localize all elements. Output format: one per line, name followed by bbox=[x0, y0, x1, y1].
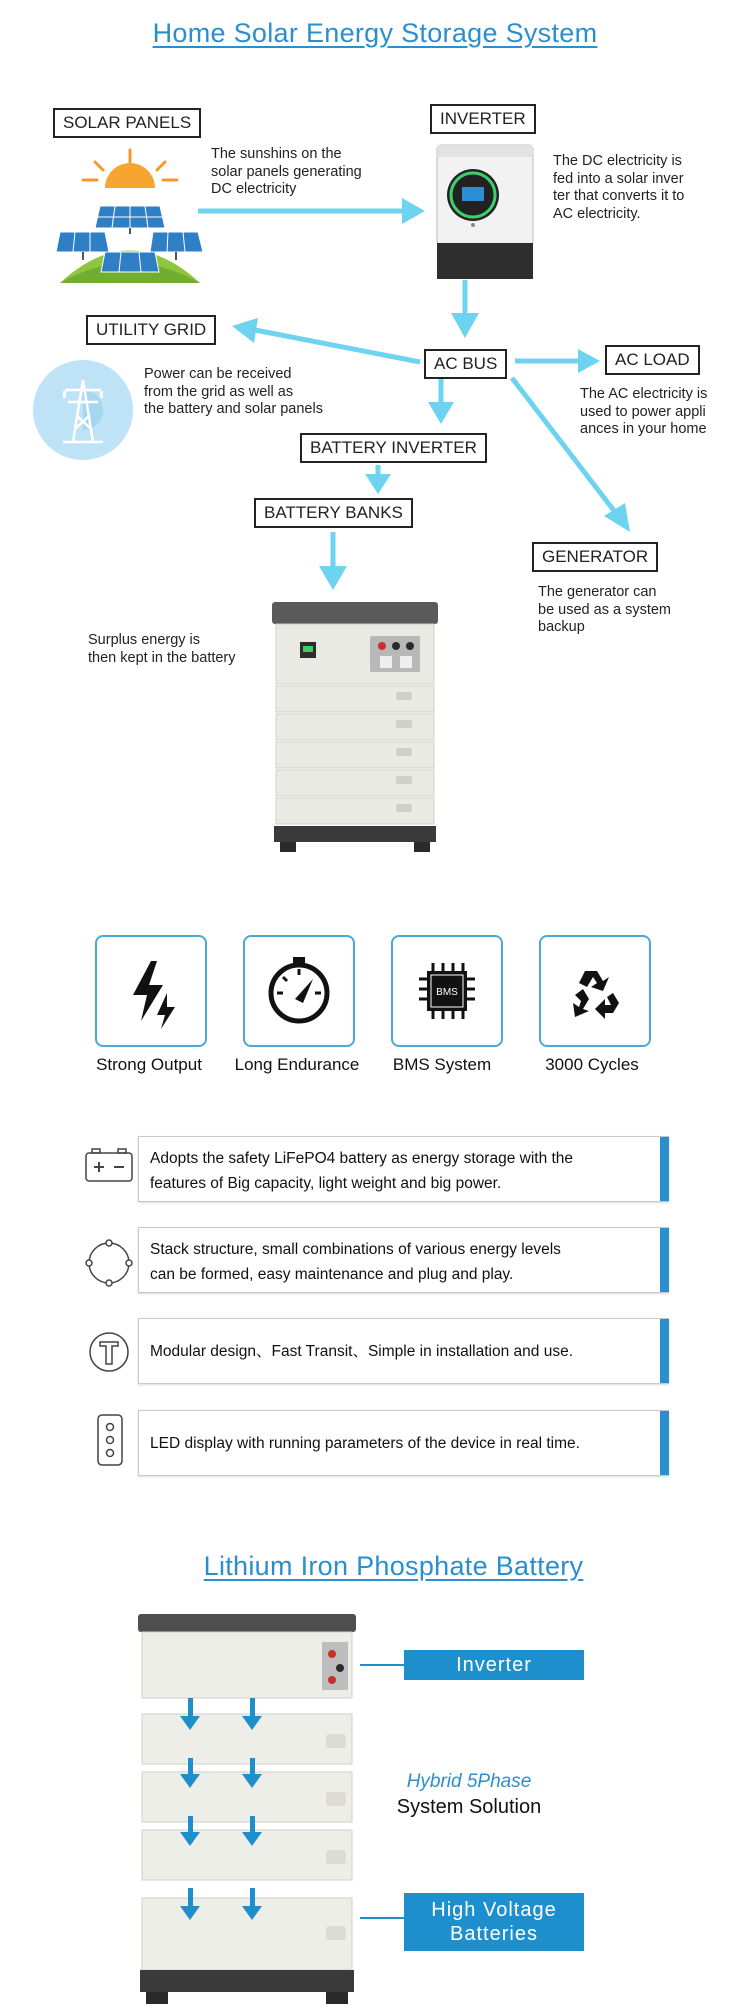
benefit-card-4 bbox=[138, 1410, 669, 1476]
feature-label-long-endurance: Long Endurance bbox=[234, 1055, 360, 1074]
ac-load-desc: The AC electricity is used to power appli ances in your home bbox=[580, 386, 708, 437]
utility-grid-desc: Power can be received from the grid as well as the battery and solar panels bbox=[144, 366, 323, 417]
ac-bus-label: AC BUS bbox=[424, 349, 507, 379]
benefit-card-1 bbox=[138, 1136, 669, 1202]
battery-inverter-label: BATTERY INVERTER bbox=[300, 433, 487, 463]
benefit-4-line-1: LED display with running parameters of the device in real time. bbox=[150, 1435, 580, 1452]
page-title: Home Solar Energy Storage System bbox=[152, 18, 598, 48]
solar-panels-illustration bbox=[55, 148, 205, 283]
card-accent-bar bbox=[660, 1228, 669, 1292]
benefit-1-line-2: features of Big capacity, light weight and big power. bbox=[150, 1175, 502, 1192]
ac-load-label: AC LOAD bbox=[605, 345, 700, 375]
card-accent-bar bbox=[660, 1137, 669, 1201]
bms-system-tile bbox=[391, 935, 503, 1047]
benefit-card-3 bbox=[138, 1318, 669, 1384]
solar-desc: The sunshins on the solar panels generating DC electricity bbox=[211, 146, 362, 197]
feature-label-bms-system: BMS System bbox=[392, 1055, 492, 1074]
hybrid-line-1: Hybrid 5Phase bbox=[406, 1771, 532, 1792]
battery-banks-label: BATTERY BANKS bbox=[254, 498, 413, 528]
long-endurance-tile bbox=[243, 935, 355, 1047]
bms-chip-text: BMS bbox=[436, 987, 458, 998]
recycle-icon bbox=[541, 937, 649, 1045]
solar-panels-label: SOLAR PANELS bbox=[53, 108, 201, 138]
hv-line-1: High Voltage bbox=[431, 1899, 557, 1921]
high-voltage-batteries-tag bbox=[404, 1893, 584, 1951]
benefit-1-line-1: Adopts the safety LiFePO4 battery as energy storage with the bbox=[150, 1150, 574, 1167]
speedometer-icon bbox=[245, 937, 353, 1045]
cycles-tile bbox=[539, 935, 651, 1047]
battery-icon bbox=[84, 1147, 134, 1183]
generator-desc: The generator can be used as a system backup bbox=[538, 584, 671, 635]
module-icon bbox=[84, 1330, 134, 1374]
battery-stack-illustration bbox=[270, 600, 440, 855]
stack-circle-icon bbox=[84, 1238, 134, 1288]
benefit-2-line-1: Stack structure, small combinations of various energy levels bbox=[150, 1241, 561, 1258]
benefit-2-line-2: can be formed, easy maintenance and plug and play. bbox=[150, 1266, 514, 1283]
feature-label-3000-cycles: 3000 Cycles bbox=[545, 1055, 639, 1074]
section-title-lithium: Lithium Iron Phosphate Battery bbox=[203, 1551, 584, 1581]
lightning-icon bbox=[97, 937, 205, 1045]
inverter-label: INVERTER bbox=[430, 104, 536, 134]
inverter-tag: Inverter bbox=[404, 1650, 584, 1680]
benefit-3-line-1: Modular design、Fast Transit、Simple in installation and use. bbox=[150, 1343, 574, 1360]
inverter-illustration bbox=[435, 143, 535, 281]
bms-chip-icon bbox=[393, 937, 501, 1045]
exploded-battery-illustration bbox=[132, 1610, 362, 2010]
inverter-connector-line bbox=[360, 1664, 405, 1666]
led-display-icon bbox=[84, 1413, 134, 1469]
hv-connector-line bbox=[360, 1917, 405, 1919]
power-tower-icon bbox=[33, 360, 133, 460]
battery-banks-desc: Surplus energy is then kept in the battery bbox=[88, 632, 236, 666]
card-accent-bar bbox=[660, 1319, 669, 1383]
feature-label-strong-output: Strong Output bbox=[96, 1055, 202, 1074]
arrow-acbus-to-grid bbox=[255, 330, 420, 362]
generator-label: GENERATOR bbox=[532, 542, 658, 572]
inverter-desc: The DC electricity is fed into a solar inver ter that converts it to AC electricity. bbox=[553, 153, 685, 222]
strong-output-tile bbox=[95, 935, 207, 1047]
hv-line-2: Batteries bbox=[450, 1923, 538, 1945]
hybrid-line-2: System Solution bbox=[396, 1796, 542, 1818]
benefit-card-2 bbox=[138, 1227, 669, 1293]
card-accent-bar bbox=[660, 1411, 669, 1475]
utility-grid-label: UTILITY GRID bbox=[86, 315, 216, 345]
